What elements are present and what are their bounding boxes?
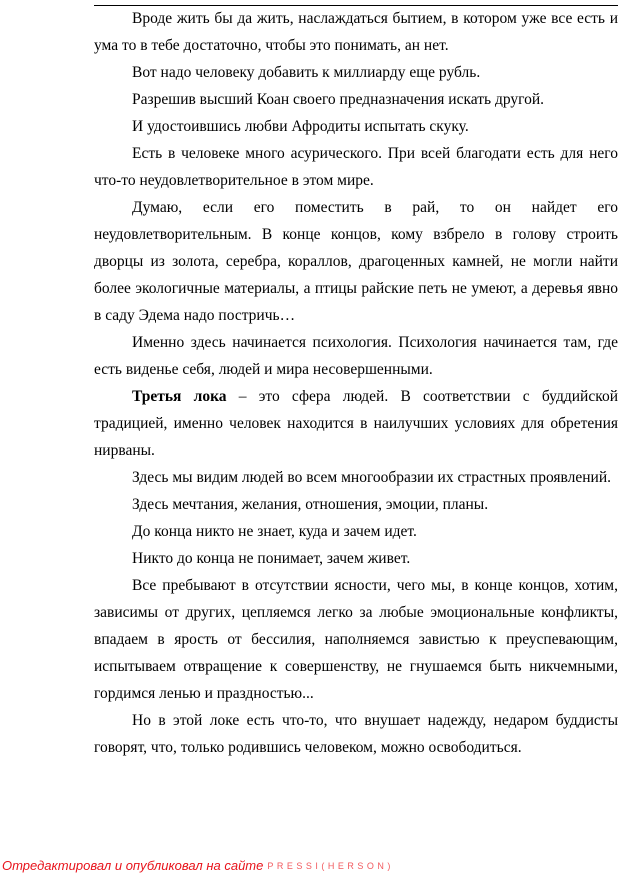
footer-site-link[interactable]: PRESSI(HERSON) xyxy=(267,861,394,871)
paragraph-13: Все пребывают в отсутствии ясности, чего мы, в конце концов, хотим, зависимы от других, цепляемся легко за любые эмоциональные конфликты, впадаем в ярость от бессилия, наполняемся завистью к преуспевающим, испытываем отвращение к совершенству, не гнушаемся быть никчемными, гордимся ленью и праздностью... xyxy=(94,577,618,702)
paragraph-9: Здесь мы видим людей во всем многообразии их страстных проявлений. xyxy=(132,469,612,486)
paragraph-2: Вот надо человеку добавить к миллиарду еще рубль. xyxy=(132,64,481,81)
paragraph-10: Здесь мечтания, желания, отношения, эмоции, планы. xyxy=(132,496,489,513)
document-page xyxy=(94,5,618,761)
paragraph-6: Думаю, если его поместить в рай, то он найдет его неудовлетворительным. В конце концов, кому взбрело в голову строить дворцы из золота, серебра, кораллов, драгоценных камней, не могли найти более экологичные материалы, а птицы райские петь не умеют, а деревья явно в саду Эдема надо постричь… xyxy=(94,199,618,324)
third-loka-term: Третья лока xyxy=(132,388,227,405)
third-loka-definition: – это сфера людей. В соответствии с буддийской традицией, именно человек находится в наилучших условиях для обретения нирваны. xyxy=(94,388,618,459)
paragraph-14: Но в этой локе есть что-то, что внушает надежду, недаром буддисты говорят, что, только родившись человеком, можно освободиться. xyxy=(94,712,618,756)
paragraph-1: Вроде жить бы да жить, наслаждаться бытием, в котором уже все есть и ума то в тебе достаточно, чтобы это понимать, ан нет. xyxy=(94,10,618,54)
paragraph-12: Никто до конца не понимает, зачем живет. xyxy=(132,550,411,567)
paragraph-7: Именно здесь начинается психология. Психология начинается там, где есть виденье себя, людей и мира несовершенными. xyxy=(94,334,618,378)
paragraph-4: И удостоившись любви Афродиты испытать скуку. xyxy=(132,118,469,135)
paragraph-11: До конца никто не знает, куда и зачем идет. xyxy=(132,523,417,540)
publisher-footer xyxy=(2,858,394,874)
paragraph-third-loka xyxy=(94,383,618,464)
paragraph-5: Есть в человеке много асурического. При всей благодати есть для него что-то неудовлетворительное в этом мире. xyxy=(94,145,618,189)
footer-text: Отредактировал и опубликовал на сайте xyxy=(2,858,264,873)
paragraph-3: Разрешив высший Коан своего предназначения искать другой. xyxy=(132,91,545,108)
